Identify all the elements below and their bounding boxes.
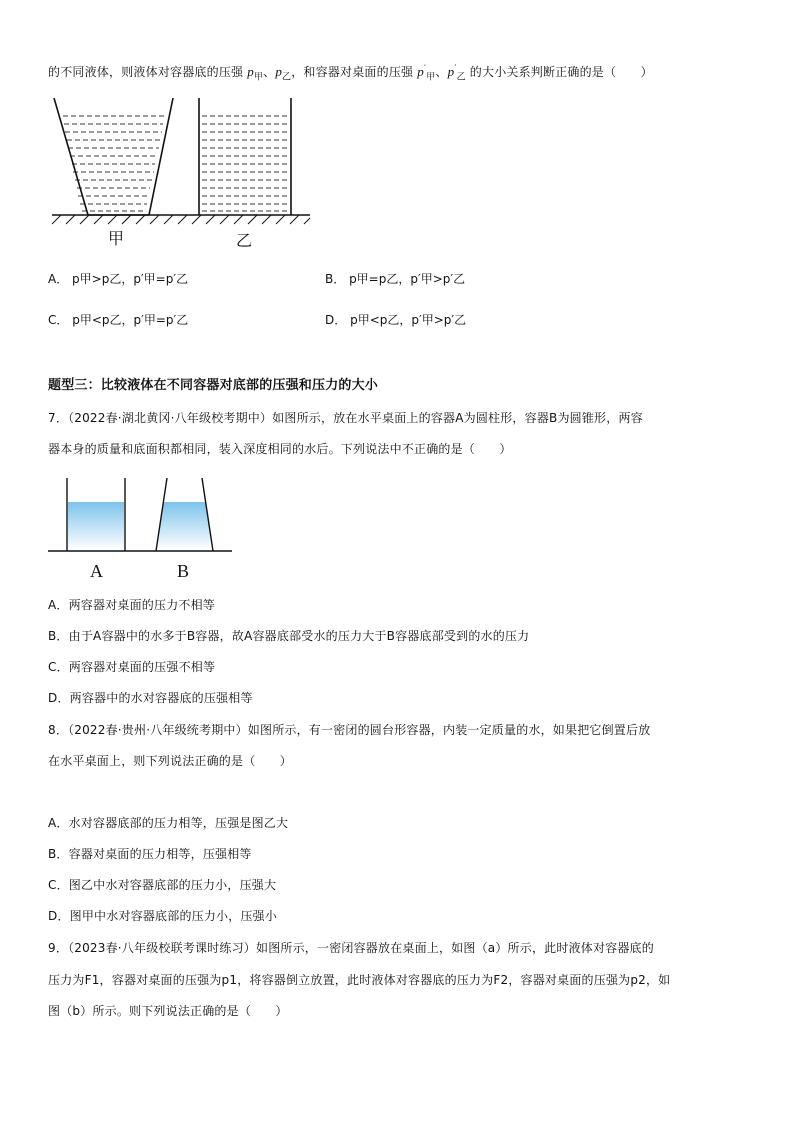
q6-option-d-text: p甲<p乙，p′甲>p′乙 — [350, 313, 467, 327]
q7-option-b[interactable]: B．由于A容器中的水多于B容器，故A容器底部受水的压力大于B容器底部受到的水的压力 — [48, 629, 530, 643]
fig2-label-a: A — [90, 561, 103, 581]
q6-option-c-letter: C． — [48, 313, 69, 327]
q6-stem-mid: ，和容器对桌面的压强 — [291, 65, 414, 79]
figure-containers-jia-yi — [48, 96, 318, 256]
q6-option-a-text: p甲>p乙，p′甲=p′乙 — [72, 272, 189, 286]
q7-stem-line1: 7．（2022春·湖北黄冈·八年级校考期中）如图所示，放在水平桌面上的容器A为圆柱形，容器B为圆锥形，两容 — [48, 411, 643, 425]
q6-option-c-text: p甲<p乙，p′甲=p′乙 — [72, 313, 189, 327]
pp-sub-yi: 乙 — [456, 72, 466, 83]
q8-stem-line2: 在水平桌面上，则下列说法正确的是（ ） — [48, 754, 293, 768]
q7-option-c[interactable]: C．两容器对桌面的压强不相等 — [48, 660, 216, 674]
q6-stem-line: 的不同液体，则液体对容器底的压强 $p_甲$、$p_乙$，和容器对桌面的压强 $p'_甲$、$p'_乙$ 的大小关系判断正确的是（ ） — [48, 64, 653, 83]
q6-stem-prefix: 的不同液体，则液体对容器底的压强 — [48, 65, 244, 79]
fig1-label-jia: 甲 — [108, 229, 125, 248]
q8-option-c[interactable]: C．图乙中水对容器底部的压力小，压强大 — [48, 878, 277, 892]
separator: 、 — [435, 65, 448, 79]
q7-option-d[interactable]: D．两容器中的水对容器底的压强相等 — [48, 691, 253, 705]
fig1-label-yi: 乙 — [236, 231, 253, 250]
sub-jia: 甲 — [253, 72, 264, 83]
var-pp-jia: p — [417, 64, 424, 79]
q6-option-a-letter: A． — [48, 272, 69, 286]
q8-option-a[interactable]: A．水对容器底部的压力相等，压强是图乙大 — [48, 816, 289, 830]
fig2-label-b: B — [177, 561, 190, 581]
section-title: 题型三：比较液体在不同容器对底部的压强和压力的大小 — [48, 378, 379, 393]
q6-option-d-letter: D． — [325, 313, 347, 327]
q6-option-a[interactable] — [48, 271, 188, 287]
q9-stem-line2: 压力为F1，容器对桌面的压强为p1，将容器倒立放置，此时液体对容器底的压力为F2，容器对桌面的压强为p2，如 — [48, 973, 671, 987]
q8-option-d[interactable]: D．图甲中水对容器底部的压力小，压强小 — [48, 909, 278, 923]
q6-option-c[interactable] — [48, 312, 188, 328]
q9-stem-line1: 9．（2023春·八年级校联考课时练习）如图所示，一密闭容器放在桌面上，如图（a）所示，此时液体对容器底的 — [48, 941, 654, 955]
q6-option-d[interactable] — [325, 312, 466, 328]
pp-sub-jia: 甲 — [426, 72, 436, 83]
var-pp-yi: p — [447, 64, 455, 79]
q6-option-b-text: p甲=p乙，p′甲>p′乙 — [349, 272, 466, 286]
sub-yi: 乙 — [282, 72, 292, 83]
q8-stem-line1: 8．（2022春·贵州·八年级统考期中）如图所示，有一密闭的圆台形容器，内装一定质量的水，如果把它倒置后放 — [48, 723, 651, 737]
q6-stem-suffix: 的大小关系判断正确的是（ ） — [469, 65, 653, 79]
q6-option-b[interactable] — [325, 271, 465, 287]
q6-option-b-letter: B． — [325, 272, 346, 286]
var-p-yi: p — [275, 64, 283, 79]
figure-containers-a-b — [46, 476, 236, 556]
q9-stem-line3: 图（b）所示。则下列说法正确的是（ ） — [48, 1004, 288, 1018]
q8-option-b[interactable]: B．容器对桌面的压力相等，压强相等 — [48, 847, 252, 861]
var-p-jia: p — [247, 64, 254, 79]
q7-option-a[interactable]: A．两容器对桌面的压力不相等 — [48, 598, 216, 612]
q7-stem-line2: 器本身的质量和底面积都相同，装入深度相同的水后。下列说法中不正确的是（ ） — [48, 442, 512, 456]
